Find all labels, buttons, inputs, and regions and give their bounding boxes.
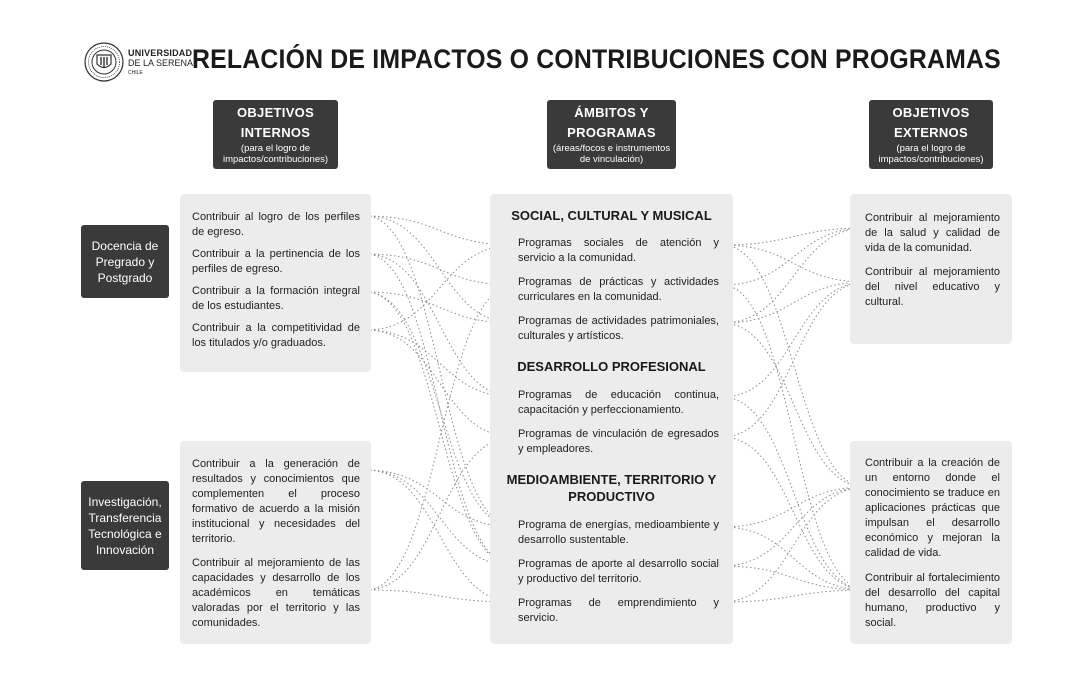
program-item: Programas de actividades patrimoniales, culturales y artísticos. — [518, 315, 719, 342]
programs-header: ÁMBITOS Y PROGRAMAS (áreas/focos e instrumentos de vinculación) — [547, 100, 676, 169]
program-item: Programas sociales de atención y servicio a la comunidad. — [518, 237, 719, 264]
connector-line — [722, 228, 866, 323]
connector-line — [722, 487, 866, 566]
external-objective-item: Contribuir al mejoramiento de la salud y calidad de vida de la comunidad. — [865, 212, 1000, 254]
connector-line — [722, 487, 866, 602]
program-item: Programas de emprendimiento y servicio. — [518, 597, 719, 624]
internal-objective-item: Contribuir a la formación integral de los estudiantes. — [192, 285, 360, 312]
connector-line — [722, 282, 866, 437]
connector-line — [722, 527, 866, 590]
internal-objective-item: Contribuir a la competitividad de los titulados y/o graduados. — [192, 322, 360, 349]
connector-line — [722, 566, 866, 590]
program-item: Programas de educación continua, capacitación y perfeccionamiento. — [518, 389, 719, 416]
external-objective-item: Contribuir al mejoramiento del nivel educativo y cultural. — [865, 266, 1000, 308]
university-name: UNIVERSIDAD DE LA SERENA CHILE — [128, 48, 194, 76]
program-item: Programas de vinculación de egresados y empleadores. — [518, 428, 719, 455]
tag-docencia: Docencia de Pregrado y Postgrado — [81, 225, 169, 298]
connector-line — [722, 228, 866, 245]
connector-line — [722, 323, 866, 487]
internal-objective-item: Contribuir al mejoramiento de las capacidades y desarrollo de los académicos en temáticas valoradas por el territorio y las comunidades. — [192, 557, 360, 629]
connector-line — [722, 487, 866, 527]
external-objectives-header: OBJETIVOS EXTERNOS (para el logro de impactos/contribuciones) — [869, 100, 993, 169]
university-seal-icon — [84, 42, 124, 82]
connector-line — [722, 282, 866, 397]
external-objective-item: Contribuir a la creación de un entorno donde el conocimiento se traduce en aplicaciones prácticas que impulsan el desarrollo económico y mejoran la calidad de vida. — [865, 457, 1000, 559]
connector-line — [722, 397, 866, 590]
external-objective-item: Contribuir al fortalecimiento del desarrollo del capital humano, productivo y social. — [865, 572, 1000, 629]
connector-line — [722, 437, 866, 590]
section-title-profesional: DESARROLLO PROFESIONAL — [517, 359, 706, 374]
program-item: Programas de aporte al desarrollo social y productivo del territorio. — [518, 558, 719, 585]
internal-objective-item: Contribuir a la pertinencia de los perfiles de egreso. — [192, 248, 360, 275]
internal-objective-item: Contribuir al logro de los perfiles de egreso. — [192, 211, 360, 238]
connector-line — [722, 245, 866, 487]
section-title-social: SOCIAL, CULTURAL Y MUSICAL — [511, 208, 712, 223]
connector-line — [722, 282, 866, 323]
page-title: RELACIÓN DE IMPACTOS O CONTRIBUCIONES CON PROGRAMAS — [192, 44, 1001, 74]
section-title-medioambiente: MEDIOAMBIENTE, TERRITORIO Y PRODUCTIVO — [506, 472, 717, 504]
connector-line — [722, 590, 866, 602]
internal-objective-item: Contribuir a la generación de resultados y conocimientos que complementen el proceso formativo de acuerdo a la misión institucional y necesidades del territorio. — [192, 458, 360, 545]
program-item: Programa de energías, medioambiente y desarrollo sustentable. — [518, 519, 719, 546]
tag-investigacion: Investigación, Transferencia Tecnológica e Innovación — [81, 481, 169, 570]
program-item: Programas de prácticas y actividades curriculares en la comunidad. — [518, 276, 719, 303]
connector-line — [722, 245, 866, 282]
internal-objectives-header: OBJETIVOS INTERNOS (para el logro de impactos/contribuciones) — [213, 100, 338, 169]
